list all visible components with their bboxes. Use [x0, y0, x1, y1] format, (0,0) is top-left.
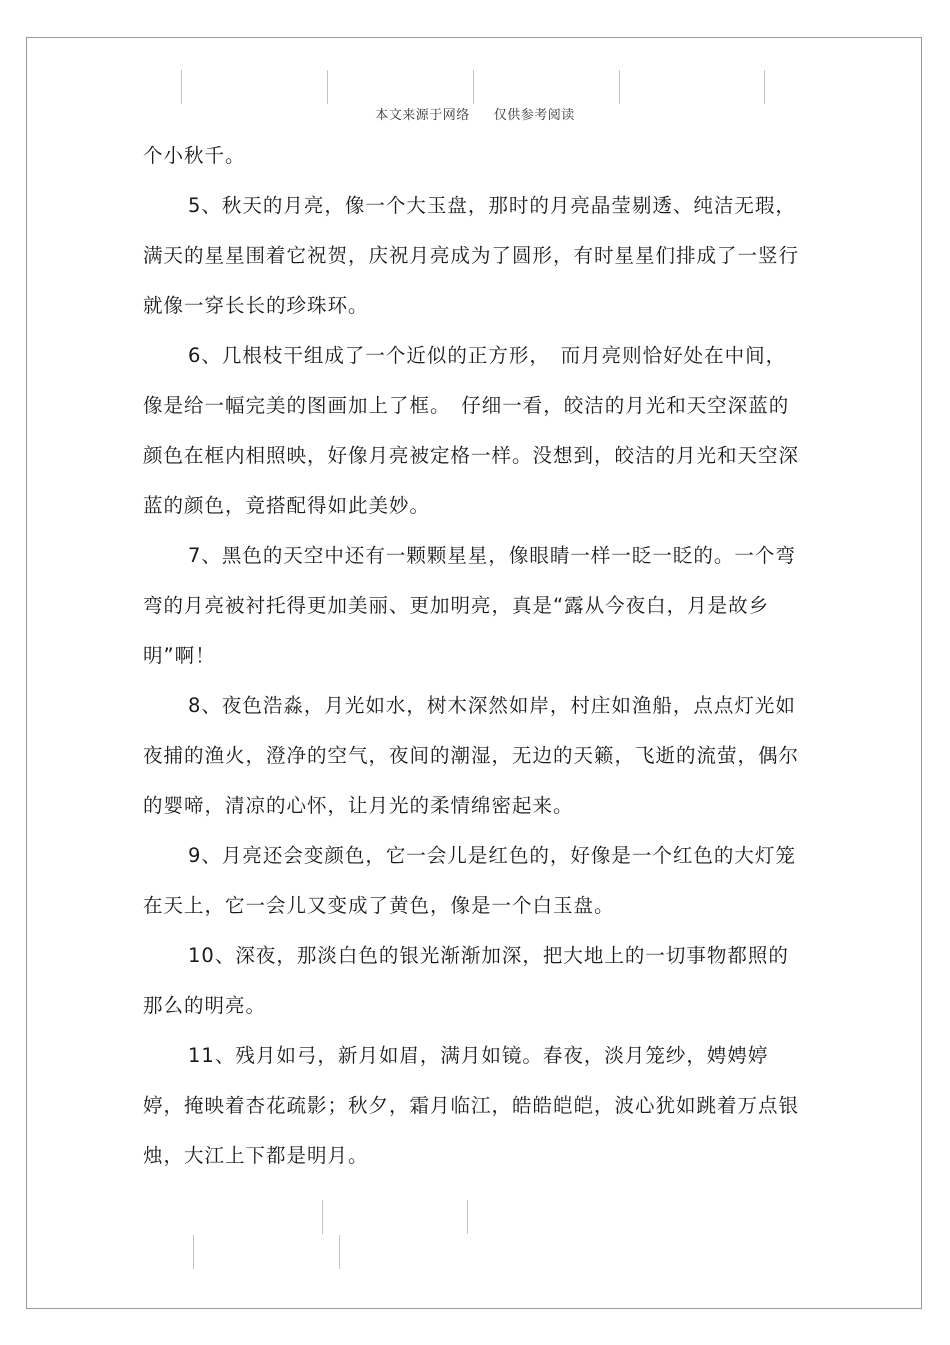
paragraph-5: 5、秋天的月亮，像一个大玉盘，那时的月亮晶莹剔透、纯洁无瑕，满天的星星围着它祝贺，庆祝月亮成为了圆形，有时星星们排成了一竖行就像一穿长长的珍珠环。 [143, 194, 800, 317]
header-rule-2 [327, 70, 328, 104]
article-body [143, 131, 803, 1181]
header-rule-5 [764, 70, 765, 104]
page-header [0, 104, 950, 123]
header-source-note: 本文来源于网络 [375, 108, 470, 123]
header-rule-1 [181, 70, 182, 104]
paragraph-10: 10、深夜，那淡白色的银光渐渐加深，把大地上的一切事物都照的那么的明亮。 [143, 944, 789, 1017]
header-reference-note: 仅供参考阅读 [493, 108, 575, 123]
footer-rule-2 [467, 1200, 468, 1234]
paragraph-9: 9、月亮还会变颜色，它一会儿是红色的，好像是一个红色的大灯笼在天上，它一会儿又变成了黄色，像是一个白玉盘。 [143, 844, 796, 917]
paragraph-6: 6、几根枝干组成了一个近似的正方形， 而月亮则恰好处在中间，像是给一幅完美的图画加上了框。 仔细一看，皎洁的月光和天空深蓝的颜色在框内相照映，好像月亮被定格一样。没想到，皎洁的月光和天空深蓝的颜色，竟搭配得如此美妙。 [143, 344, 800, 517]
footer-rule-1 [322, 1200, 323, 1234]
header-rule-3 [473, 70, 474, 104]
paragraph-11: 11、残月如弓，新月如眉，满月如镜。春夜，淡月笼纱，娉娉婷婷，掩映着杏花疏影；秋夕，霜月临江，皓皓皑皑，波心犹如跳着万点银烛，大江上下都是明月。 [143, 1044, 800, 1167]
header-rule-4 [619, 70, 620, 104]
paragraph-7: 7、黑色的天空中还有一颗颗星星，像眼睛一样一眨一眨的。一个弯弯的月亮被衬托得更加美丽、更加明亮，真是“露从今夜白，月是故乡明”啊！ [143, 544, 796, 667]
paragraph-4-tail: 个小秋千。 [143, 144, 246, 167]
footer-rule-4 [339, 1235, 340, 1269]
footer-rule-3 [193, 1235, 194, 1269]
paragraph-8: 8、夜色浩淼，月光如水，树木深然如岸，村庄如渔船，点点灯光如夜捕的渔火，澄净的空气，夜间的潮湿，无边的天籁，飞逝的流萤，偶尔的婴啼，清凉的心怀，让月光的柔情绵密起来。 [143, 694, 800, 817]
